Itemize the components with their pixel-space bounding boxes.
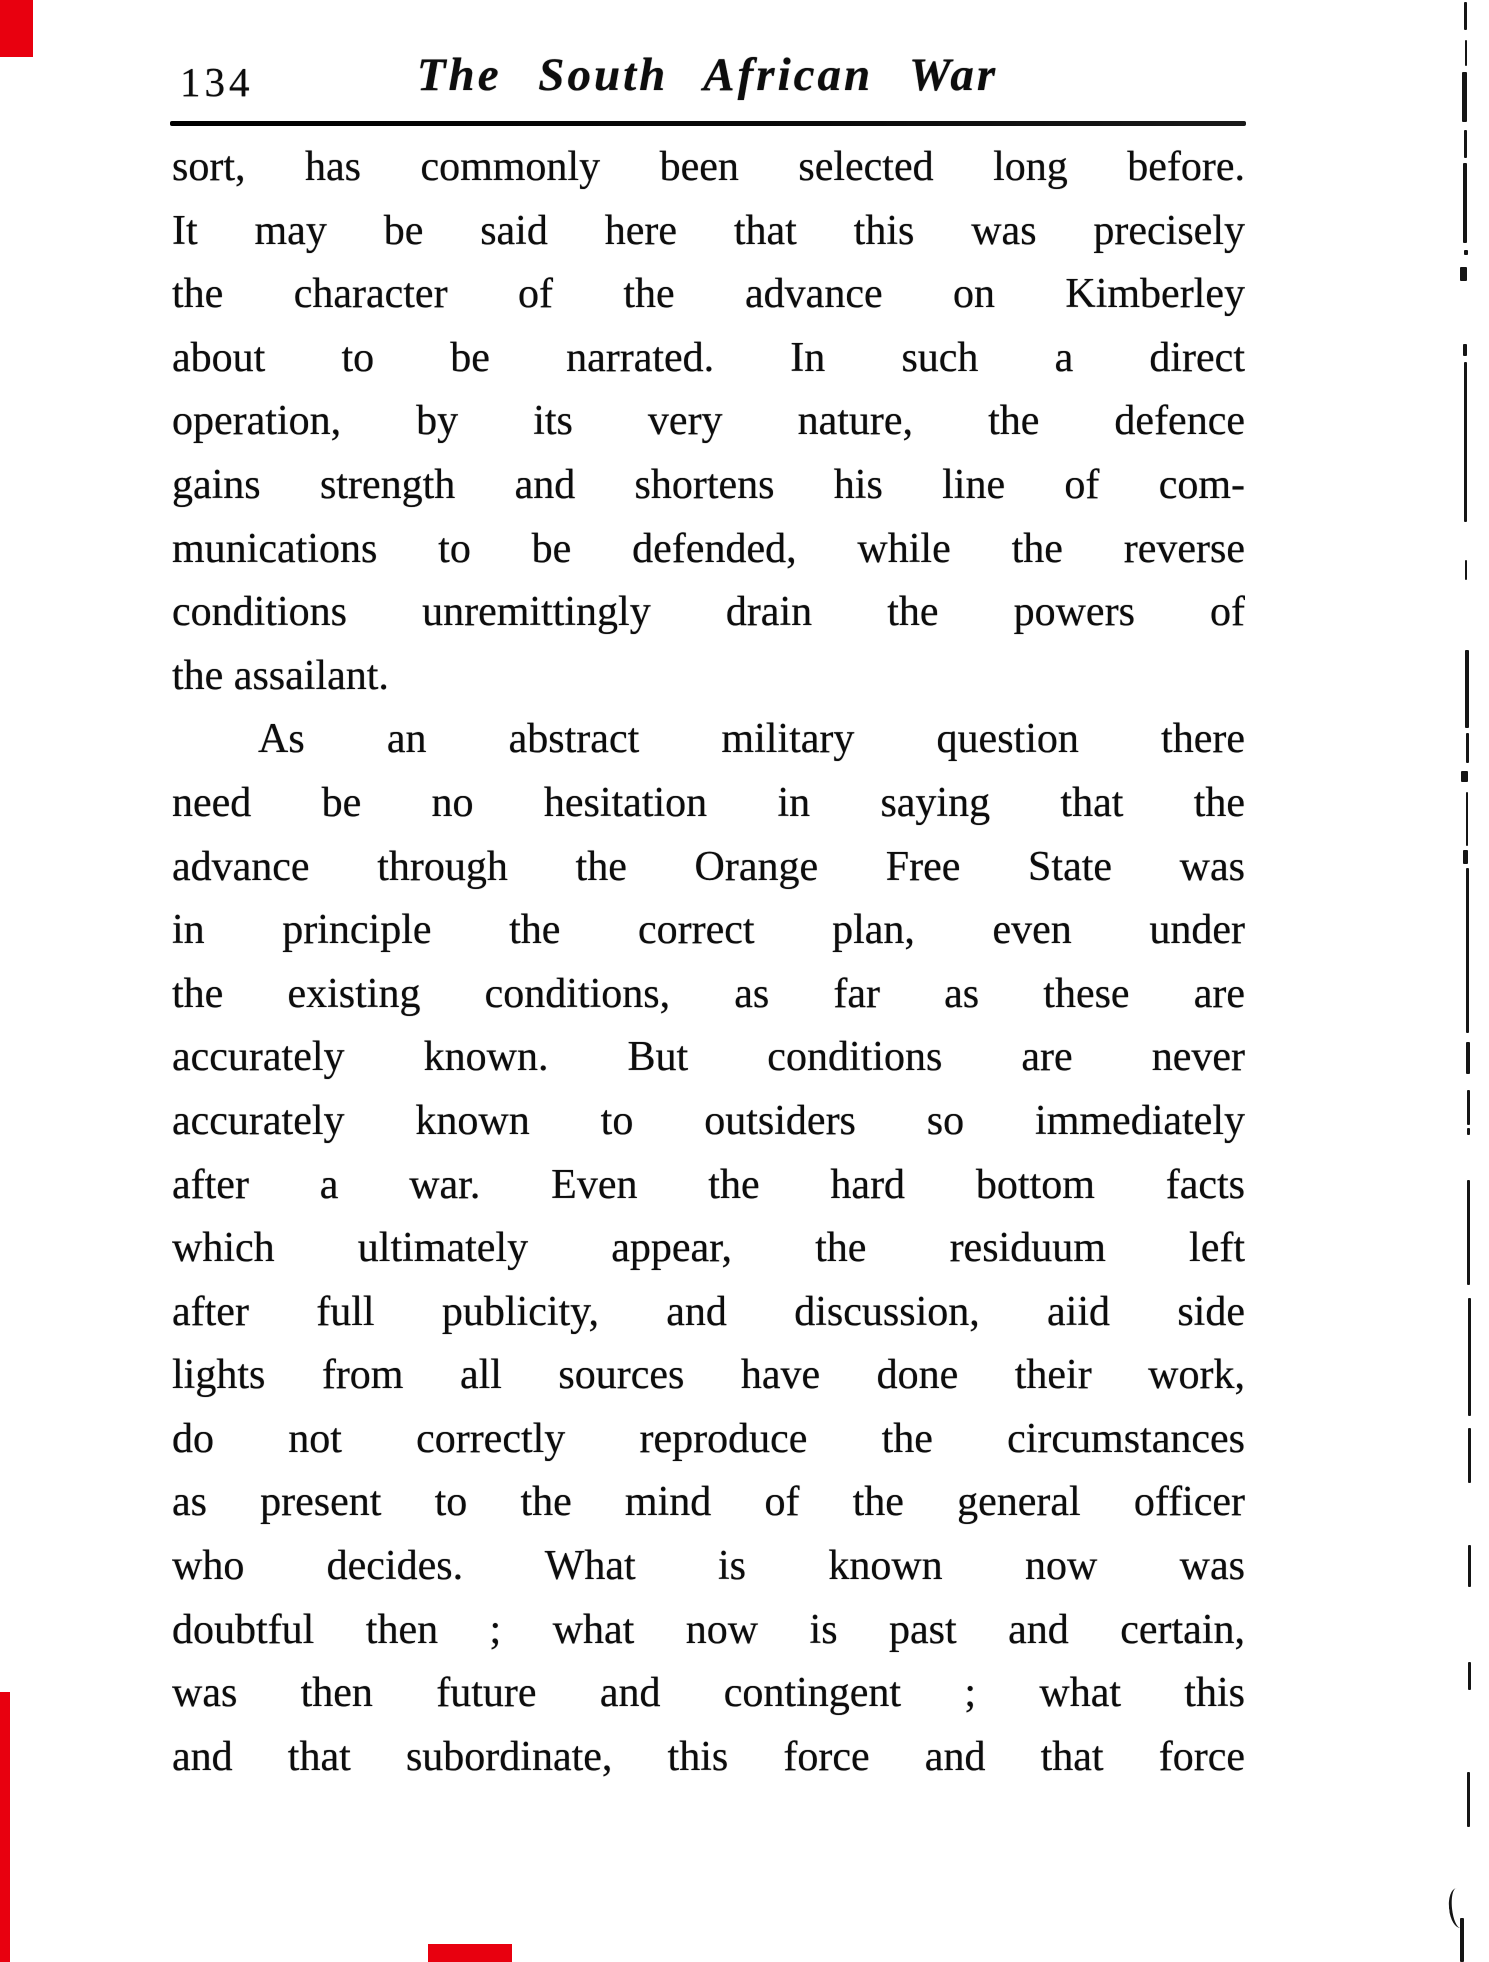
scan-edge-mark [1467,1772,1470,1827]
scan-edge-mark [1460,1918,1464,1962]
scan-edge-mark [1467,1128,1470,1135]
text-line: accurately known to outsiders so immediately [172,1097,1245,1144]
text-line: need be no hesitation in saying that the [172,779,1245,826]
scan-edge-mark [1466,868,1469,1033]
text-line: As an abstract military question there [258,716,1245,763]
scan-edge-mark [1467,1090,1470,1125]
text-line: after full publicity, and discussion, aiid side [172,1288,1245,1335]
text-line: after a war. Even the hard bottom facts [172,1161,1245,1208]
text-line: and that subordinate, this force and that force [172,1733,1245,1780]
scan-edge-mark [1467,1180,1470,1285]
text-line: was then future and contingent ; what this [172,1670,1245,1717]
text-line: gains strength and shortens his line of com- [172,461,1245,508]
text-line: in principle the correct plan, even under [172,907,1245,954]
scan-edge-mark [1464,250,1468,255]
text-line: sort, has commonly been selected long before. [172,144,1245,190]
text-line: the existing conditions, as far as these are [172,970,1245,1017]
red-crop-mark-bottom-center [428,1944,512,1962]
text-line: advance through the Orange Free State was [172,843,1245,890]
scan-edge-mark [1463,344,1467,356]
text-line: It may be said here that this was precisely [172,207,1245,254]
text-line: as present to the mind of the general officer [172,1479,1245,1526]
scan-edge-mark [1464,362,1467,522]
scan-edge-mark [1465,40,1467,66]
scan-edge-mark [1468,1545,1471,1587]
scan-edge-mark [1468,1298,1471,1416]
text-line: doubtful then ; what now is past and certain, [172,1606,1245,1653]
running-title: The South African War [416,49,999,101]
text-line: do not correctly reproduce the circumstances [172,1415,1245,1462]
scan-edge-mark [1464,2,1467,30]
text-line: which ultimately appear, the residuum left [172,1225,1245,1272]
scan-edge-mark [1466,1042,1470,1074]
red-crop-mark-top-left [0,0,33,57]
text-line: about to be narrated. In such a direct [172,334,1245,381]
scan-edge-mark [1463,163,1467,243]
scan-edge-mark [1464,130,1467,158]
text-line: operation, by its very nature, the defence [172,398,1245,445]
text-line: the assailant. [172,652,389,699]
scan-edge-mark [1468,1662,1471,1690]
text-line: who decides. What is known now was [172,1543,1245,1590]
scan-edge-mark [1462,72,1467,122]
scan-edge-mark [1460,267,1467,281]
red-crop-mark-bottom-left [0,1692,10,1962]
body-text [172,136,1245,1789]
text-line: lights from all sources have done their work, [172,1352,1245,1399]
text-line: the character of the advance on Kimberley [172,271,1245,318]
scan-edge-mark [1465,650,1469,728]
scan-edge-mark [1468,1428,1471,1483]
page-number: 134 [180,59,254,105]
scan-edge-mark [1447,1887,1470,1929]
scan-edge-mark [1466,733,1469,763]
text-line: munications to be defended, while the reverse [172,525,1245,572]
running-head [170,48,1245,108]
header-rule [170,121,1246,126]
text-line: accurately known. But conditions are never [172,1034,1245,1081]
scan-edge-mark [1466,792,1468,846]
scan-edge-mark [1463,850,1468,864]
text-line: conditions unremittingly drain the powers of [172,589,1245,636]
scan-edge-mark [1461,771,1468,782]
scan-edge-mark [1465,560,1467,580]
